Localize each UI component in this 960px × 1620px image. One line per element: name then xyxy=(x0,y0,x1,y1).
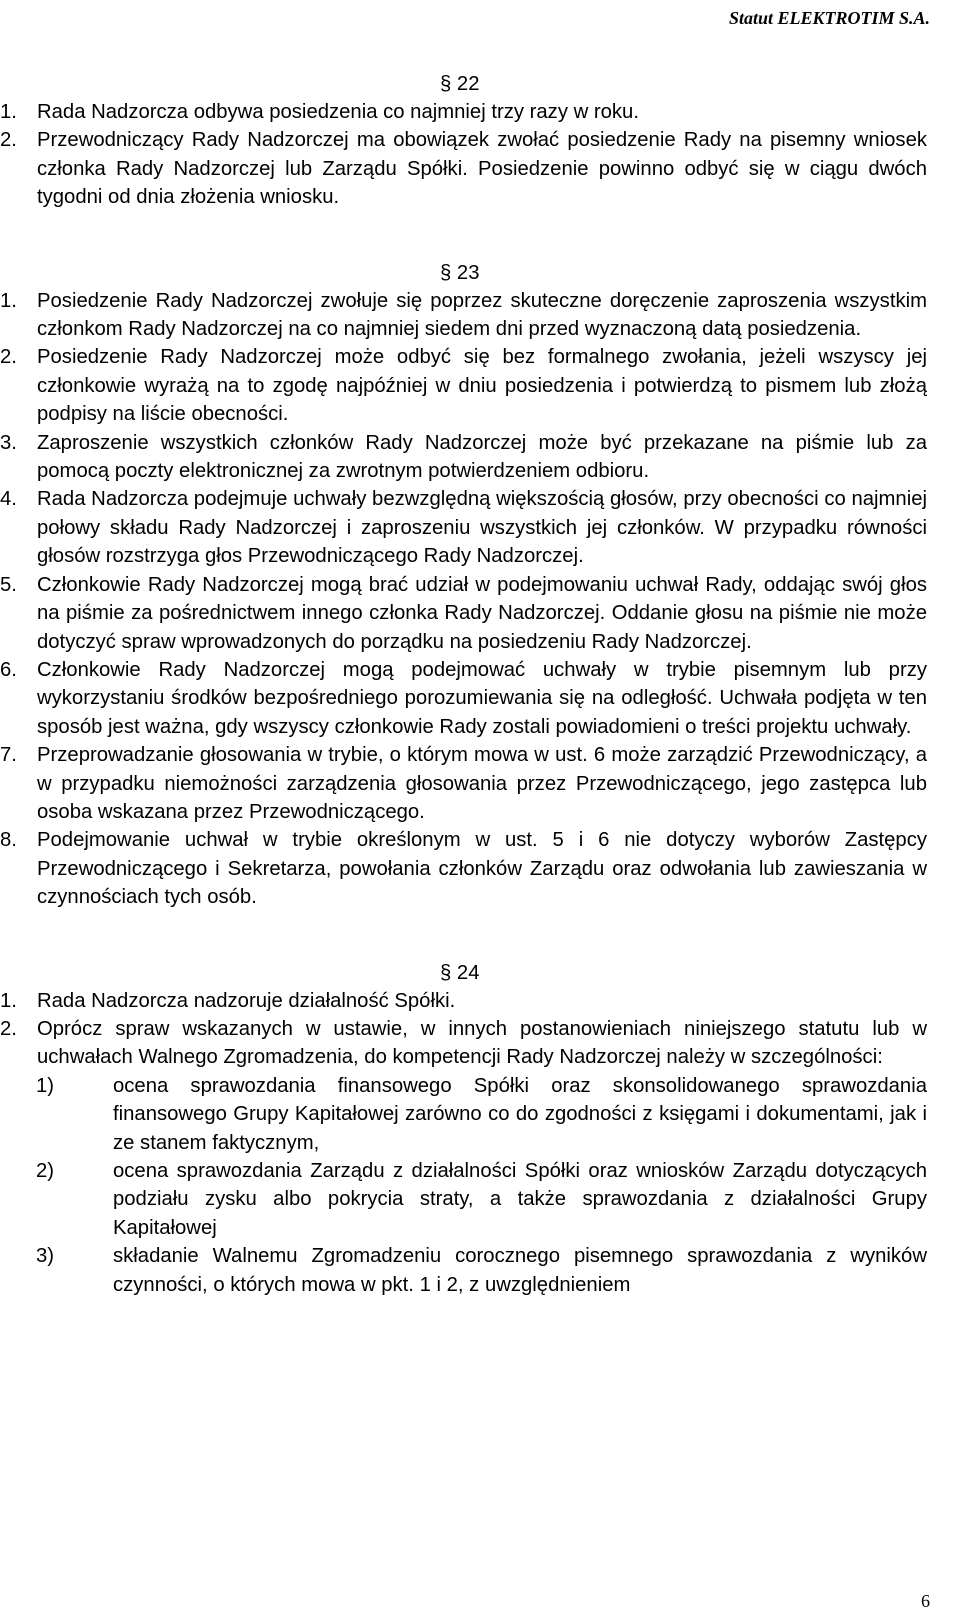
section-23 xyxy=(0,259,960,912)
item-text: Rada Nadzorcza nadzoruje działalność Spółki. xyxy=(37,989,456,1012)
item-number: 2. xyxy=(0,1017,17,1040)
subitem-text: ocena sprawozdania finansowego Spółki oraz skonsolidowanego sprawozdania finansowego Grupy Kapitałowej zarówno co do zgodności z księgami i dokumentami, jak i ze stanem faktycznym, xyxy=(113,1074,927,1154)
item-text: Posiedzenie Rady Nadzorczej zwołuje się poprzez skuteczne doręczenie zaproszenia wszystkim członkom Rady Nadzorczej na co najmniej siedem dni przed wyznaczoną datą posiedzenia. xyxy=(37,289,927,341)
item-number: 6. xyxy=(0,658,17,681)
section-22 xyxy=(0,70,960,212)
subitem xyxy=(0,1072,927,1157)
item-number: 1. xyxy=(0,101,17,123)
paragraph-item xyxy=(0,343,927,428)
section-heading: § 22 xyxy=(440,73,480,95)
paragraph-item xyxy=(0,429,927,486)
paragraph-item xyxy=(0,656,927,741)
subitem-text: ocena sprawozdania Zarządu z działalności Spółki oraz wniosków Zarządu dotyczących podziału zysku albo pokrycia straty, a także sprawozdania z działalności Grupy Kapitałowej xyxy=(113,1160,927,1239)
item-number: 5. xyxy=(0,573,17,596)
item-text: Oprócz spraw wskazanych w ustawie, w innych postanowieniach niniejszego statutu lub w uchwałach Walnego Zgromadzenia, do kompetencji Rady Nadzorczej należy w szczególności: xyxy=(37,1017,927,1069)
item-number: 4. xyxy=(0,488,17,511)
item-number: 8. xyxy=(0,829,17,852)
item-number: 1. xyxy=(0,989,17,1012)
item-number: 1. xyxy=(0,289,17,312)
section-24 xyxy=(0,959,960,1299)
paragraph-item xyxy=(0,571,927,656)
item-text: Przeprowadzanie głosowania w trybie, o którym mowa w ust. 6 może zarządzić Przewodniczący, a w przypadku niemożności zarządzenia głosowania przez Przewodniczącego, jego zastępca lub osoba wskazana przez Przewodniczącego. xyxy=(37,744,927,823)
paragraph-item xyxy=(0,1015,927,1072)
item-text: Członkowie Rady Nadzorczej mogą podejmować uchwały w trybie pisemnym lub przy wykorzystaniu środków bezpośredniego porozumiewania się na odległość. Uchwała podjęta w ten sposób jest ważna, gdy wszyscy członkowie Rady zostali powiadomieni o treści projektu uchwały. xyxy=(37,658,927,738)
paragraph-item xyxy=(0,287,927,344)
item-text: Członkowie Rady Nadzorczej mogą brać udział w podejmowaniu uchwał Rady, oddając swój głos na piśmie za pośrednictwem innego członka Rady Nadzorczej. Oddanie głosu na piśmie nie może dotyczyć spraw wprowadzonych do porządku na posiedzeniu Rady Nadzorczej. xyxy=(37,573,927,653)
item-text: Zaproszenie wszystkich członków Rady Nadzorczej może być przekazane na piśmie lub za pomocą poczty elektronicznej za zwrotnym potwierdzeniem odbioru. xyxy=(37,431,927,483)
subitem-number: 1) xyxy=(36,1074,55,1097)
paragraph-item xyxy=(0,126,927,211)
section-heading: § 24 xyxy=(440,961,480,984)
paragraph-item xyxy=(0,826,927,911)
subitem xyxy=(0,1242,927,1299)
paragraph-item xyxy=(0,741,927,826)
document-header: Statut ELEKTROTIM S.A. xyxy=(728,8,930,28)
paragraph-item xyxy=(0,485,927,570)
subitem-number: 2) xyxy=(36,1160,55,1182)
item-text: Podejmowanie uchwał w trybie określonym w ust. 5 i 6 nie dotyczy wyborów Zastępcy Przewodniczącego i Sekretarza, powołania członków Zarządu oraz odwołania lub zawieszania w czynnościach tych osób. xyxy=(37,829,927,909)
section-heading: § 23 xyxy=(440,261,480,284)
item-text: Rada Nadzorcza podejmuje uchwały bezwzględną większością głosów, przy obecności co najmniej połowy składu Rady Nadzorczej i zaproszeniu wszystkich jej członków. W przypadku równości głosów rozstrzyga głos Przewodniczącego Rady Nadzorczej. xyxy=(37,488,927,568)
subitem xyxy=(0,1157,927,1242)
item-number: 2. xyxy=(0,129,17,152)
item-number: 2. xyxy=(0,346,17,369)
page-number: 6 xyxy=(921,1591,930,1611)
paragraph-item xyxy=(0,98,927,126)
item-text: Rada Nadzorcza odbywa posiedzenia co najmniej trzy razy w roku. xyxy=(37,101,639,123)
item-number: 7. xyxy=(0,744,17,767)
document-body xyxy=(0,70,960,1299)
subitem-number: 3) xyxy=(36,1245,55,1268)
item-text: Przewodniczący Rady Nadzorczej ma obowiązek zwołać posiedzenie Rady na pisemny wniosek członka Rady Nadzorczej lub Zarządu Spółki. Posiedzenie powinno odbyć się w ciągu dwóch tygodni od dnia złożenia wniosku. xyxy=(37,129,927,209)
item-number: 3. xyxy=(0,431,17,454)
subitem-text: składanie Walnemu Zgromadzeniu corocznego pisemnego sprawozdania z wyników czynności, o których mowa w pkt. 1 i 2, z uwzględnieniem xyxy=(113,1245,927,1296)
paragraph-item xyxy=(0,987,927,1015)
item-text: Posiedzenie Rady Nadzorczej może odbyć się bez formalnego zwołania, jeżeli wszyscy jej członkowie wyrażą na to zgodę najpóźniej w dniu posiedzenia i potwierdzą to pismem lub złożą podpisy na liście obecności. xyxy=(37,346,927,426)
